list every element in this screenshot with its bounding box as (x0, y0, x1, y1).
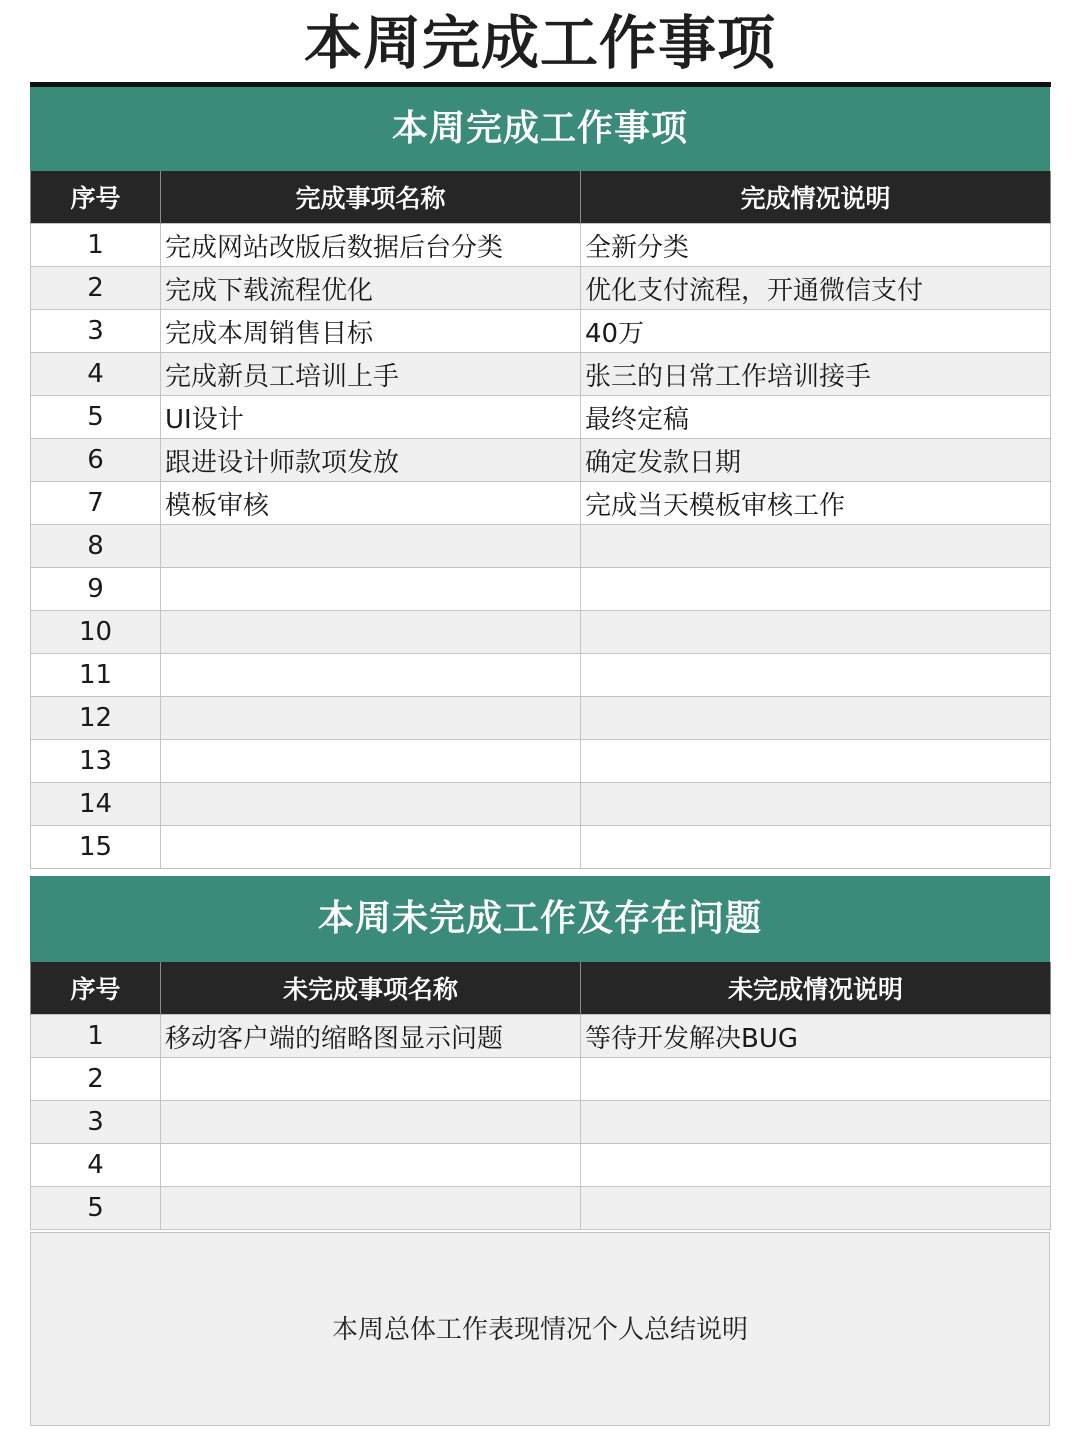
row-index-cell[interactable]: 8 (31, 525, 161, 568)
item-name-cell[interactable]: 完成新员工培训上手 (161, 353, 581, 396)
column-header-index: 序号 (31, 171, 161, 224)
column-header-item-name: 完成事项名称 (161, 171, 581, 224)
item-name-cell[interactable]: UI设计 (161, 396, 581, 439)
row-index-cell[interactable]: 13 (31, 740, 161, 783)
table-row (31, 1101, 1051, 1144)
table-row (31, 568, 1051, 611)
row-index-cell[interactable]: 5 (31, 396, 161, 439)
column-header-item-status: 完成情况说明 (581, 171, 1051, 224)
row-index-cell[interactable]: 4 (31, 353, 161, 396)
item-status-cell[interactable] (581, 654, 1051, 697)
item-status-cell[interactable] (581, 1144, 1051, 1187)
item-status-cell[interactable]: 完成当天模板审核工作 (581, 482, 1051, 525)
item-name-cell[interactable] (161, 568, 581, 611)
table-row (31, 654, 1051, 697)
item-status-cell[interactable]: 等待开发解决BUG (581, 1015, 1051, 1058)
completed-section-header: 本周完成工作事项 (30, 87, 1050, 171)
row-index-cell[interactable]: 6 (31, 439, 161, 482)
column-header-item-name: 未完成事项名称 (161, 962, 581, 1015)
item-name-cell[interactable]: 跟进设计师款项发放 (161, 439, 581, 482)
row-index-cell[interactable]: 15 (31, 826, 161, 869)
row-index-cell[interactable]: 1 (31, 1015, 161, 1058)
item-name-cell[interactable] (161, 1144, 581, 1187)
item-status-cell[interactable]: 全新分类 (581, 224, 1051, 267)
table-row (31, 1187, 1051, 1230)
weekly-summary-box[interactable]: 本周总体工作表现情况个人总结说明 (30, 1232, 1050, 1426)
item-status-cell[interactable] (581, 826, 1051, 869)
table-row (31, 611, 1051, 654)
row-index-cell[interactable]: 12 (31, 697, 161, 740)
item-status-cell[interactable]: 40万 (581, 310, 1051, 353)
table-row (31, 310, 1051, 353)
row-index-cell[interactable]: 2 (31, 1058, 161, 1101)
completed-work-table (30, 171, 1051, 869)
row-index-cell[interactable]: 14 (31, 783, 161, 826)
row-index-cell[interactable]: 1 (31, 224, 161, 267)
item-status-cell[interactable] (581, 740, 1051, 783)
table-row (31, 267, 1051, 310)
item-name-cell[interactable] (161, 1101, 581, 1144)
item-status-cell[interactable] (581, 783, 1051, 826)
row-index-cell[interactable]: 3 (31, 1101, 161, 1144)
column-header-item-status: 未完成情况说明 (581, 962, 1051, 1015)
table-row (31, 783, 1051, 826)
item-name-cell[interactable]: 完成网站改版后数据后台分类 (161, 224, 581, 267)
row-index-cell[interactable]: 5 (31, 1187, 161, 1230)
item-status-cell[interactable] (581, 1058, 1051, 1101)
item-status-cell[interactable] (581, 1187, 1051, 1230)
table-row (31, 1015, 1051, 1058)
table-row (31, 224, 1051, 267)
row-index-cell[interactable]: 9 (31, 568, 161, 611)
item-name-cell[interactable] (161, 611, 581, 654)
item-status-cell[interactable] (581, 697, 1051, 740)
item-status-cell[interactable]: 最终定稿 (581, 396, 1051, 439)
table-row (31, 1144, 1051, 1187)
row-index-cell[interactable]: 2 (31, 267, 161, 310)
table-row (31, 525, 1051, 568)
item-name-cell[interactable] (161, 740, 581, 783)
row-index-cell[interactable]: 4 (31, 1144, 161, 1187)
item-name-cell[interactable]: 模板审核 (161, 482, 581, 525)
page-title: 本周完成工作事项 (303, 9, 776, 77)
item-name-cell[interactable] (161, 525, 581, 568)
column-header-index: 序号 (31, 962, 161, 1015)
item-status-cell[interactable] (581, 1101, 1051, 1144)
item-status-cell[interactable] (581, 611, 1051, 654)
table-row (31, 1058, 1051, 1101)
table-row (31, 826, 1051, 869)
table-row (31, 697, 1051, 740)
item-name-cell[interactable] (161, 783, 581, 826)
item-name-cell[interactable]: 完成下载流程优化 (161, 267, 581, 310)
row-index-cell[interactable]: 10 (31, 611, 161, 654)
item-status-cell[interactable] (581, 568, 1051, 611)
item-name-cell[interactable] (161, 1058, 581, 1101)
table-row (31, 439, 1051, 482)
item-name-cell[interactable] (161, 826, 581, 869)
table-row (31, 482, 1051, 525)
table-row (31, 353, 1051, 396)
item-name-cell[interactable] (161, 654, 581, 697)
item-name-cell[interactable] (161, 1187, 581, 1230)
item-status-cell[interactable] (581, 525, 1051, 568)
row-index-cell[interactable]: 3 (31, 310, 161, 353)
incomplete-section-header: 本周未完成工作及存在问题 (30, 876, 1050, 962)
item-name-cell[interactable]: 移动客户端的缩略图显示问题 (161, 1015, 581, 1058)
row-index-cell[interactable]: 11 (31, 654, 161, 697)
item-name-cell[interactable]: 完成本周销售目标 (161, 310, 581, 353)
incomplete-work-table (30, 962, 1051, 1230)
item-status-cell[interactable]: 优化支付流程，开通微信支付 (581, 267, 1051, 310)
item-name-cell[interactable] (161, 697, 581, 740)
item-status-cell[interactable]: 确定发款日期 (581, 439, 1051, 482)
row-index-cell[interactable]: 7 (31, 482, 161, 525)
table-row (31, 740, 1051, 783)
table-row (31, 396, 1051, 439)
item-status-cell[interactable]: 张三的日常工作培训接手 (581, 353, 1051, 396)
